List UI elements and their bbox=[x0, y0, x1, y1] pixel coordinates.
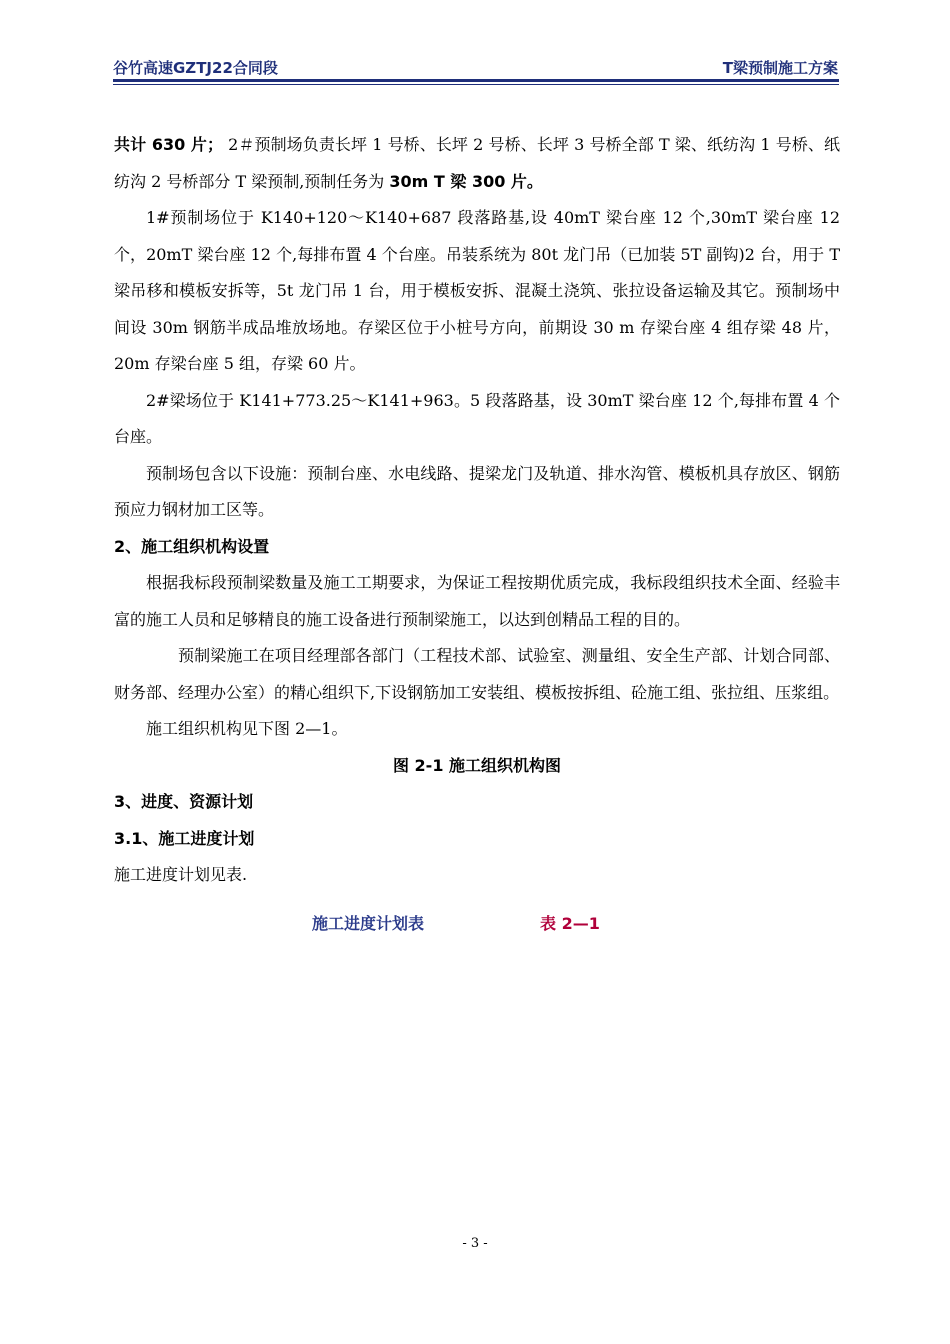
section-heading-3: 3、进度、资源计划 bbox=[114, 792, 254, 811]
subsection-heading-3-1: 3.1、施工进度计划 bbox=[114, 828, 255, 848]
header-document-title: T梁预制施工方案 bbox=[722, 59, 838, 77]
paragraph-1 bbox=[114, 127, 840, 200]
table-title: 施工进度计划表 bbox=[312, 913, 425, 933]
paragraph-1-bold-end: 30m T 梁 300 片。 bbox=[389, 171, 543, 191]
document-body bbox=[114, 127, 840, 946]
section-heading-2: 2、施工组织机构设置 bbox=[114, 536, 270, 556]
paragraph-1-text: 2＃预制场负责长坪 1 号桥、长坪 2 号桥、长坪 3 号桥全部 T 梁、纸纺沟 1 号桥、纸纺沟 2 号桥部分 T 梁预制,预制任务为 bbox=[114, 135, 840, 191]
figure-caption: 图 2-1 施工组织机构图 bbox=[392, 755, 562, 775]
paragraph-6: 预制梁施工在项目经理部各部门（工程技术部、试验室、测量组、安全生产部、计划合同部、财务部、经理办公室）的精心组织下,下设钢筋加工安装组、模板按拆组、砼施工组、张拉组、压浆组。 bbox=[114, 646, 840, 702]
paragraph-8: 施工进度计划见表. bbox=[114, 865, 248, 884]
header-project-name: 谷竹高速GZTJ22合同段 bbox=[113, 59, 278, 77]
header-rule bbox=[113, 79, 839, 82]
paragraph-4: 预制场包含以下设施：预制台座、水电线路、提梁龙门及轨道、排水沟管、模板机具存放区、钢筋预应力钢材加工区等。 bbox=[114, 463, 840, 519]
paragraph-2: 1#预制场位于 K140+120～K140+687 段落路基,设 40mT 梁台座 12 个,30mT 梁台座 12 个，20mT 梁台座 12 个,每排布置 4 个台座。吊装系统为 80t 龙门吊（已加装 5T 副钩)2 台，用于 T 梁吊移和模板安拆等，5t 龙门吊 1 台，用于模板安拆、混凝土浇筑、张拉设备运输及其它。预制场中间设 30m 钢筋半成品堆放场地。存梁区位于小桩号方向，前期设 30 m 存梁台座 4 组存梁 48 片，20m 存梁台座 5 组，存梁 60 片。 bbox=[114, 208, 840, 373]
paragraph-1-bold-start: 共计 630 片； bbox=[114, 135, 223, 154]
paragraph-7: 施工组织机构见下图 2—1。 bbox=[146, 719, 348, 738]
paragraph-3: 2#梁场位于 K141+773.25～K141+963。5 段落路基，设 30mT 梁台座 12 个,每排布置 4 个台座。 bbox=[114, 390, 840, 446]
page-number: - 3 - bbox=[462, 1236, 488, 1251]
header-rule-thin bbox=[113, 84, 839, 85]
table-title-row bbox=[114, 906, 840, 946]
paragraph-5: 根据我标段预制梁数量及施工工期要求，为保证工程按期优质完成，我标段组织技术全面、经验丰富的施工人员和足够精良的施工设备进行预制梁施工，以达到创精品工程的目的。 bbox=[114, 573, 840, 629]
table-number: 表 2—1 bbox=[540, 913, 600, 933]
